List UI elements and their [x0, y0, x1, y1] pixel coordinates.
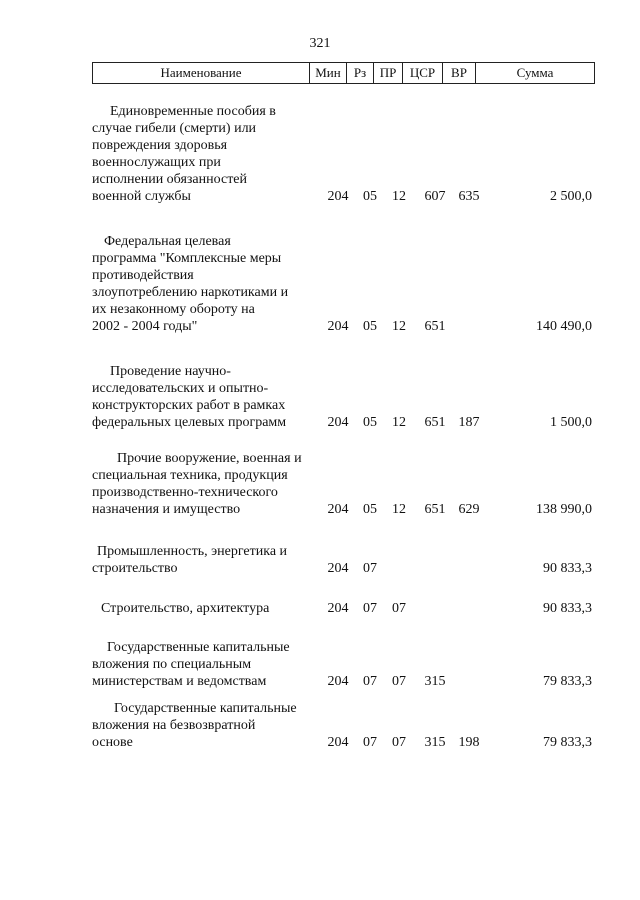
row-rz: 07 [363, 674, 377, 689]
row-name-line: Проведение научно- [110, 364, 231, 379]
row-name-line: специальная техника, продукция [92, 468, 288, 483]
row-name [92, 233, 317, 335]
row-name [92, 639, 317, 690]
row-csr: 315 [424, 674, 446, 689]
row-name [92, 700, 317, 751]
row-name-line: повреждения здоровья [92, 138, 228, 153]
header-rz: Рз [346, 63, 373, 83]
row-rz: 05 [363, 415, 377, 430]
page-number: 321 [309, 36, 331, 51]
row-name-line: 2002 - 2004 годы" [92, 319, 198, 334]
row-name-line: министерствам и ведомствам [92, 674, 267, 689]
row-rz: 05 [363, 319, 377, 334]
row-name-line: исполнении обязанностей [92, 172, 248, 187]
header-min: Мин [309, 63, 346, 83]
row-pr: 12 [392, 415, 406, 430]
row-name [92, 543, 317, 577]
row-name-line: Строительство, архитектура [101, 601, 270, 616]
row-sum: 79 833,3 [543, 674, 592, 689]
row-name-line: их незаконному обороту на [92, 302, 255, 317]
row-pr: 12 [392, 319, 406, 334]
row-name-line: Единовременные пособия в [110, 104, 276, 119]
table-row [92, 363, 595, 431]
row-name-line: программа "Комплексные меры [92, 251, 282, 266]
row-min: 204 [327, 502, 349, 517]
row-name-line: Промышленность, энергетика и [97, 544, 288, 559]
row-name-line: основе [92, 735, 133, 750]
row-rz: 07 [363, 601, 377, 616]
row-vr: 635 [458, 189, 480, 204]
row-sum: 90 833,3 [543, 601, 592, 616]
row-name-line: злоупотреблению наркотиками и [92, 285, 289, 300]
row-vr: 629 [458, 502, 480, 517]
row-pr: 07 [392, 735, 406, 750]
row-name-line: противодействия [92, 268, 194, 283]
row-min: 204 [327, 674, 349, 689]
row-name [92, 600, 317, 617]
row-pr: 07 [392, 674, 406, 689]
row-name-line: случае гибели (смерти) или [92, 121, 257, 136]
row-csr: 607 [424, 189, 446, 204]
header-vr: ВР [442, 63, 475, 83]
row-rz: 07 [363, 735, 377, 750]
row-name-line: строительство [92, 561, 178, 576]
row-name-line: конструкторских работ в рамках [92, 398, 286, 413]
row-name-line: исследовательских и опытно- [92, 381, 269, 396]
row-rz: 05 [363, 189, 377, 204]
row-rz: 07 [363, 561, 377, 576]
row-name [92, 103, 317, 205]
header-csr: ЦСР [402, 63, 442, 83]
table-row [92, 543, 595, 577]
row-name-line: производственно-технического [92, 485, 278, 500]
row-csr: 315 [424, 735, 446, 750]
row-name [92, 363, 317, 431]
row-min: 204 [327, 415, 349, 430]
row-sum: 140 490,0 [536, 319, 592, 334]
header-sum: Сумма [475, 63, 594, 83]
row-csr: 651 [424, 319, 446, 334]
table-row [92, 450, 595, 518]
row-sum: 79 833,3 [543, 735, 592, 750]
row-name-line: федеральных целевых программ [92, 415, 287, 430]
row-name [92, 450, 317, 518]
row-sum: 90 833,3 [543, 561, 592, 576]
table-row [92, 700, 595, 751]
row-pr: 07 [392, 601, 406, 616]
row-name-line: Государственные капитальные [114, 701, 297, 716]
row-min: 204 [327, 319, 349, 334]
table-header [92, 62, 595, 84]
row-rz: 05 [363, 502, 377, 517]
table-row [92, 639, 595, 690]
row-name-line: вложения по специальным [92, 657, 252, 672]
row-min: 204 [327, 561, 349, 576]
row-min: 204 [327, 735, 349, 750]
row-sum: 138 990,0 [536, 502, 592, 517]
row-name-line: военной службы [92, 189, 191, 204]
row-name-line: назначения и имущество [92, 502, 241, 517]
table-row [92, 103, 595, 205]
table-row [92, 600, 595, 617]
row-sum: 1 500,0 [550, 415, 592, 430]
row-csr: 651 [424, 502, 446, 517]
row-vr: 187 [458, 415, 480, 430]
row-pr: 12 [392, 502, 406, 517]
row-csr: 651 [424, 415, 446, 430]
table-row [92, 233, 595, 335]
row-name-line: Прочие вооружение, военная и [117, 451, 302, 466]
row-name-line: военнослужащих при [92, 155, 221, 170]
row-min: 204 [327, 601, 349, 616]
row-name-line: Федеральная целевая [104, 234, 231, 249]
header-pr: ПР [373, 63, 402, 83]
row-name-line: Государственные капитальные [107, 640, 290, 655]
header-name: Наименование [160, 65, 242, 80]
row-min: 204 [327, 189, 349, 204]
row-name-line: вложения на безвозвратной [92, 718, 256, 733]
row-sum: 2 500,0 [550, 189, 592, 204]
row-vr: 198 [458, 735, 480, 750]
row-pr: 12 [392, 189, 406, 204]
